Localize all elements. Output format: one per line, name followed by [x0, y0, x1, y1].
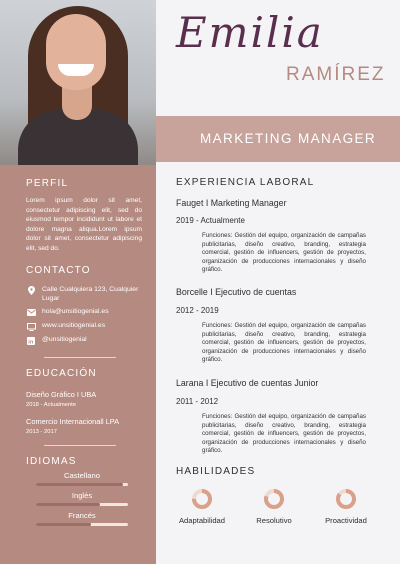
job-date: 2019 - Actualmente [176, 216, 245, 225]
monitor-icon [26, 322, 36, 331]
language-item [36, 471, 128, 486]
contact-linkedin[interactable] [26, 336, 152, 345]
skill-ring [191, 488, 213, 510]
skills-heading: HABILIDADES [176, 466, 256, 477]
last-name: RAMÍREZ [286, 64, 386, 85]
education-date: 2013 - 2017 [26, 429, 57, 435]
first-name: Emilia [176, 8, 324, 57]
skill-item [172, 488, 232, 525]
education-item [26, 417, 152, 436]
education-date: 2018 - Actualmente [26, 402, 76, 408]
language-bar [36, 503, 128, 506]
language-label: Castellano [64, 471, 100, 480]
divider [44, 357, 116, 358]
divider [44, 445, 116, 446]
language-bar-fill [36, 503, 100, 506]
language-bar-fill [36, 523, 91, 526]
profile-heading: PERFIL [26, 178, 69, 189]
left-column [0, 0, 156, 564]
profile-text: Lorem ipsum dolor sit amet, consectetur adipiscing elit, sed do eiusmod tempor incididunt ut labore et dolore magna aliqua.Lorem ipsum dolor sit amet, consectetur adipiscing elit, sed do. [26, 197, 142, 252]
education-heading: EDUCACIÓN [26, 368, 97, 379]
skill-label: Adaptabilidad [178, 516, 226, 525]
job-date: 2011 - 2012 [176, 397, 219, 406]
contact-heading: CONTACTO [26, 265, 91, 276]
location-pin-icon [26, 286, 36, 295]
contact-address [26, 286, 152, 303]
job-description: Funciones: Gestión del equipo, organización de campañas publicitarias, diseño creativo, branding, estrategia comercial, gestión de influencers, gestión de proyectos, organización de producciones internacionales y diseño gráfico. [202, 322, 366, 364]
contact-address-text: Calle Cualquiera 123, Cualquier Lugar [42, 286, 139, 302]
language-item [36, 511, 128, 526]
contact-website-text[interactable]: www.unsitiogenial.es [42, 322, 106, 329]
language-bar-fill [36, 483, 123, 486]
job-date: 2012 - 2019 [176, 306, 219, 315]
education-name: Comercio Internacionall LPA [26, 417, 120, 426]
language-bar [36, 523, 128, 526]
job-title: Fauget I Marketing Manager [176, 198, 287, 208]
language-label: Francés [68, 511, 96, 520]
language-item [36, 491, 128, 506]
languages-heading: IDIOMAS [26, 456, 77, 467]
skill-ring [335, 488, 357, 510]
contact-list [26, 286, 152, 350]
experience-heading: EXPERIENCIA LABORAL [176, 177, 315, 188]
education-name: Diseño Gráfico I UBA [26, 390, 97, 399]
job-description: Funciones: Gestión del equipo, organización de campañas publicitarias, diseño creativo, branding, estrategia comercial, gestión de influencers, gestión de proyectos, organización de producciones internacionales y diseño gráfico. [202, 232, 366, 274]
role-title: MARKETING MANAGER [200, 131, 377, 146]
email-icon [26, 308, 36, 317]
language-bar [36, 483, 128, 486]
role-banner [156, 116, 400, 162]
education-item [26, 390, 152, 409]
contact-website[interactable] [26, 322, 152, 331]
job-title: Larana I Ejecutivo de cuentas Junior [176, 378, 319, 388]
contact-email-text[interactable]: hola@unsitiogenial.es [42, 308, 109, 315]
contact-linkedin-text[interactable]: @unsitiogenial [42, 336, 87, 343]
skill-ring [263, 488, 285, 510]
skill-item [244, 488, 304, 525]
skill-label: Resolutivo [256, 516, 292, 525]
linkedin-icon [26, 336, 36, 345]
contact-email[interactable] [26, 308, 152, 317]
job-description: Funciones: Gestión del equipo, organización de campañas publicitarias, diseño creativo, branding, estrategia comercial, gestión de influencers, gestión de proyectos, organización de producciones internacionales y diseño gráfico. [202, 413, 366, 455]
profile-photo [0, 0, 156, 165]
language-label: Inglés [71, 491, 93, 500]
svg-text:in: in [28, 339, 34, 345]
skill-item [316, 488, 376, 525]
job-title: Borcelle I Ejecutivo de cuentas [176, 287, 297, 297]
skill-label: Proactividad [325, 516, 367, 525]
